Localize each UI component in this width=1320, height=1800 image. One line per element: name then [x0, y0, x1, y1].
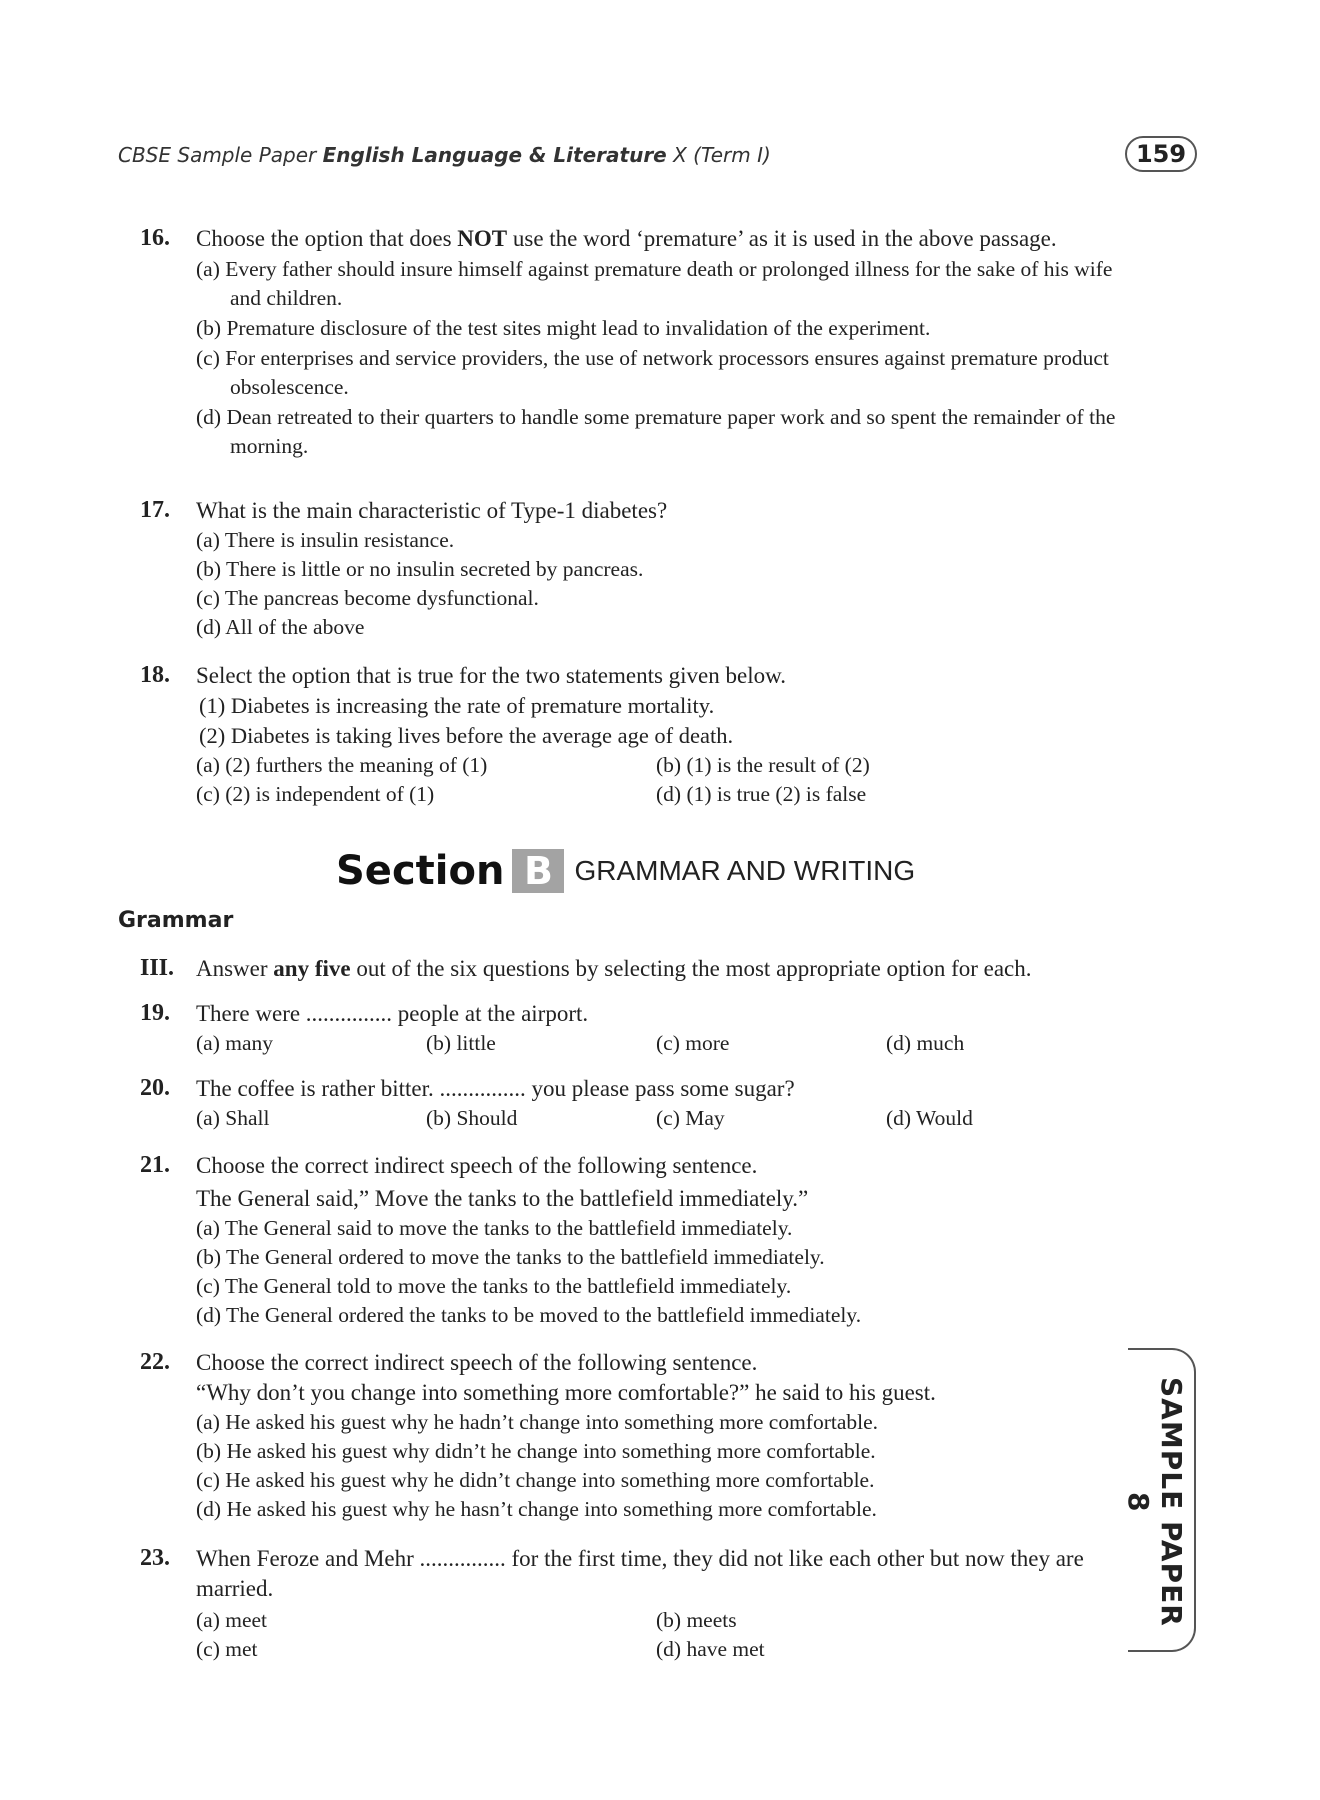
option-d: (d) He asked his guest why he hasn’t change into something more comfortable. — [196, 1497, 877, 1521]
question-number: 17. — [140, 497, 170, 523]
option-a: (a) The General said to move the tanks to the battlefield immediately. — [196, 1216, 793, 1240]
option-c: (c) The General told to move the tanks to the battlefield immediately. — [196, 1274, 792, 1298]
question-stem: There were ............... people at the airport. — [196, 1001, 589, 1026]
question-19 — [140, 999, 1126, 1058]
option-row — [196, 1635, 1126, 1664]
question-number: 19. — [140, 1000, 170, 1026]
stem-text: Choose the option that does — [196, 226, 458, 251]
option-c: (c) more — [656, 1031, 730, 1055]
section-title: Section — [336, 848, 505, 894]
question-number: 23. — [140, 1545, 170, 1571]
option-d: (d) have met — [656, 1637, 765, 1661]
option-d: (d) Would — [886, 1106, 973, 1130]
question-stem: The coffee is rather bitter. ............... you please pass some sugar? — [196, 1076, 795, 1101]
option-c: (c) May — [656, 1106, 725, 1130]
option-a: (a) (2) furthers the meaning of (1) — [196, 753, 488, 777]
category-heading: Grammar — [118, 908, 234, 933]
question-stem — [196, 224, 1126, 254]
option-c: (c) He asked his guest why he didn’t change into something more comfortable. — [196, 1468, 875, 1492]
option-row — [196, 1104, 1126, 1133]
option-d: (d) All of the above — [196, 615, 365, 639]
question-stem: Choose the correct indirect speech of the following sentence. — [196, 1350, 758, 1375]
option-a: (a) He asked his guest why he hadn’t change into something more comfortable. — [196, 1410, 879, 1434]
option-row — [196, 1606, 1126, 1635]
question-22 — [140, 1348, 1126, 1524]
option-a: (a) meet — [196, 1608, 268, 1632]
instruction-text — [196, 954, 1156, 984]
option-a: (a) Every father should insure himself against premature death or prolonged illness for the sake of his wife and children. — [196, 257, 1113, 310]
option-row — [196, 751, 1126, 780]
option-a: (a) many — [196, 1031, 274, 1055]
option-row — [196, 780, 1126, 809]
option-a: (a) Shall — [196, 1106, 270, 1130]
stem-text: use the word ‘premature’ as it is used in the above passage. — [507, 226, 1057, 251]
question-stem: Choose the correct indirect speech of the following sentence. — [196, 1153, 758, 1178]
option-d: (d) Dean retreated to their quarters to handle some premature paper work and so spent the remainder of the morning. — [196, 405, 1116, 458]
page-number: 159 — [1125, 136, 1197, 172]
option-d: (d) (1) is true (2) is false — [656, 782, 867, 806]
option-b: (b) He asked his guest why didn’t he change into something more comfortable. — [196, 1439, 876, 1463]
question-stem: Select the option that is true for the two statements given below. — [196, 663, 786, 688]
question-number: 16. — [140, 225, 170, 251]
stem-text: Answer — [196, 956, 274, 981]
statement-2: (2) Diabetes is taking lives before the average age of death. — [199, 723, 734, 748]
side-tab-label: SAMPLE PAPER 8 — [1122, 1377, 1188, 1627]
question-stem: What is the main characteristic of Type-1 diabetes? — [196, 498, 668, 523]
question-17 — [140, 496, 1126, 642]
question-stem: When Feroze and Mehr ............... for the first time, they did not like each other but now they are married. — [196, 1546, 1084, 1601]
header-prefix: CBSE Sample Paper — [118, 143, 323, 167]
statement-1: (1) Diabetes is increasing the rate of premature mortality. — [199, 693, 715, 718]
option-b: (b) There is little or no insulin secreted by pancreas. — [196, 557, 644, 581]
option-b: (b) The General ordered to move the tanks to the battlefield immediately. — [196, 1245, 825, 1269]
option-b: (b) little — [426, 1031, 496, 1055]
stem-text: out of the six questions by selecting the most appropriate option for each. — [350, 956, 1032, 981]
question-21 — [140, 1151, 1126, 1330]
question-number: 22. — [140, 1349, 170, 1375]
stem-emphasis: NOT — [457, 226, 508, 251]
header-suffix: X (Term I) — [666, 143, 771, 167]
running-header — [118, 143, 771, 167]
quoted-sentence: “Why don’t you change into something more comfortable?” he said to his guest. — [196, 1380, 936, 1405]
section-subtitle: GRAMMAR AND WRITING — [574, 855, 916, 886]
question-number: III. — [140, 955, 175, 981]
question-16 — [140, 224, 1126, 461]
option-a: (a) There is insulin resistance. — [196, 528, 455, 552]
option-c: (c) The pancreas become dysfunctional. — [196, 586, 539, 610]
option-d: (d) much — [886, 1031, 965, 1055]
section-heading — [336, 848, 915, 894]
quoted-sentence: The General said,” Move the tanks to the battlefield immediately.” — [196, 1186, 809, 1211]
option-c: (c) met — [196, 1637, 258, 1661]
option-c: (c) For enterprises and service providers, the use of network processors ensures against premature product obsolescence. — [196, 346, 1109, 399]
question-number: 18. — [140, 662, 170, 688]
option-b: (b) meets — [656, 1608, 737, 1632]
question-23 — [140, 1544, 1126, 1664]
option-row — [196, 1029, 1126, 1058]
section-letter-badge: B — [512, 849, 564, 893]
header-subject: English Language & Literature — [322, 143, 667, 167]
option-d: (d) The General ordered the tanks to be moved to the battlefield immediately. — [196, 1303, 862, 1327]
question-20 — [140, 1074, 1126, 1133]
question-18 — [140, 661, 1126, 809]
instruction-III — [140, 954, 1156, 984]
option-b: (b) Premature disclosure of the test sites might lead to invalidation of the experiment. — [196, 316, 931, 340]
question-number: 21. — [140, 1152, 170, 1178]
option-c: (c) (2) is independent of (1) — [196, 782, 435, 806]
option-b: (b) Should — [426, 1106, 518, 1130]
stem-emphasis: any five — [273, 956, 351, 981]
question-number: 20. — [140, 1075, 170, 1101]
option-b: (b) (1) is the result of (2) — [656, 753, 870, 777]
